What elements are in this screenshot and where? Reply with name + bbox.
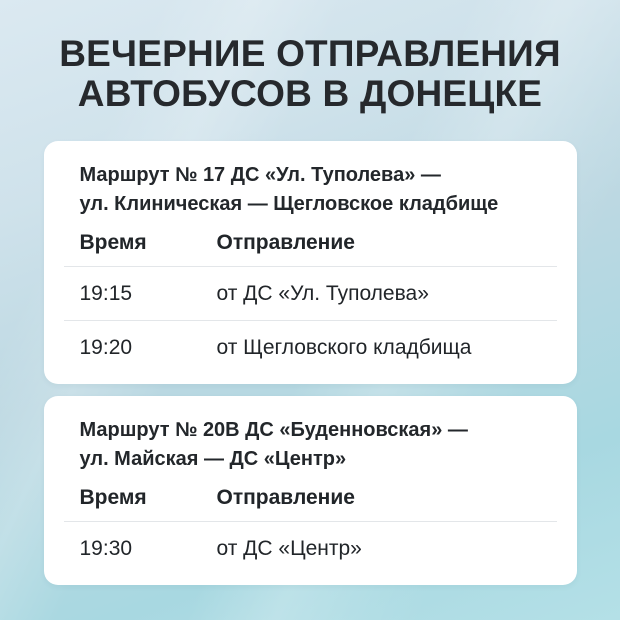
table-header-row: [64, 231, 557, 266]
departure-time: 19:20: [79, 335, 133, 359]
route-title-line-2: ул. Майская — ДС «Центр»: [79, 448, 347, 470]
table-row: [64, 320, 557, 374]
departure-point: от Щегловского кладбища: [216, 335, 472, 359]
column-header-time: Время: [79, 231, 147, 254]
route-title: [80, 416, 541, 474]
page-title: [0, 0, 620, 114]
table-header-row: [64, 486, 557, 521]
departure-point: от ДС «Центр»: [216, 536, 362, 560]
route-title: [80, 161, 541, 219]
page-title-line-2: АВТОБУСОВ В ДОНЕЦКЕ: [77, 73, 543, 114]
column-header-time: Время: [79, 486, 147, 509]
route-card-20v: [44, 396, 577, 585]
departure-time: 19:15: [79, 281, 133, 305]
column-header-departure: Отправление: [216, 486, 355, 509]
column-header-departure: Отправление: [216, 231, 355, 254]
route-title-line-2: ул. Клиническая — Щегловское кладбище: [79, 193, 499, 215]
route-card-17: [44, 141, 577, 384]
departure-time: 19:30: [79, 536, 133, 560]
table-row: [64, 266, 557, 320]
page-title-line-1: ВЕЧЕРНИЕ ОТПРАВЛЕНИЯ: [59, 33, 561, 74]
route-title-line-1: Маршрут № 17 ДС «Ул. Туполева» —: [79, 164, 441, 186]
departure-point: от ДС «Ул. Туполева»: [216, 281, 429, 305]
route-title-line-1: Маршрут № 20В ДС «Буденновская» —: [79, 419, 468, 441]
table-row: [64, 521, 557, 575]
